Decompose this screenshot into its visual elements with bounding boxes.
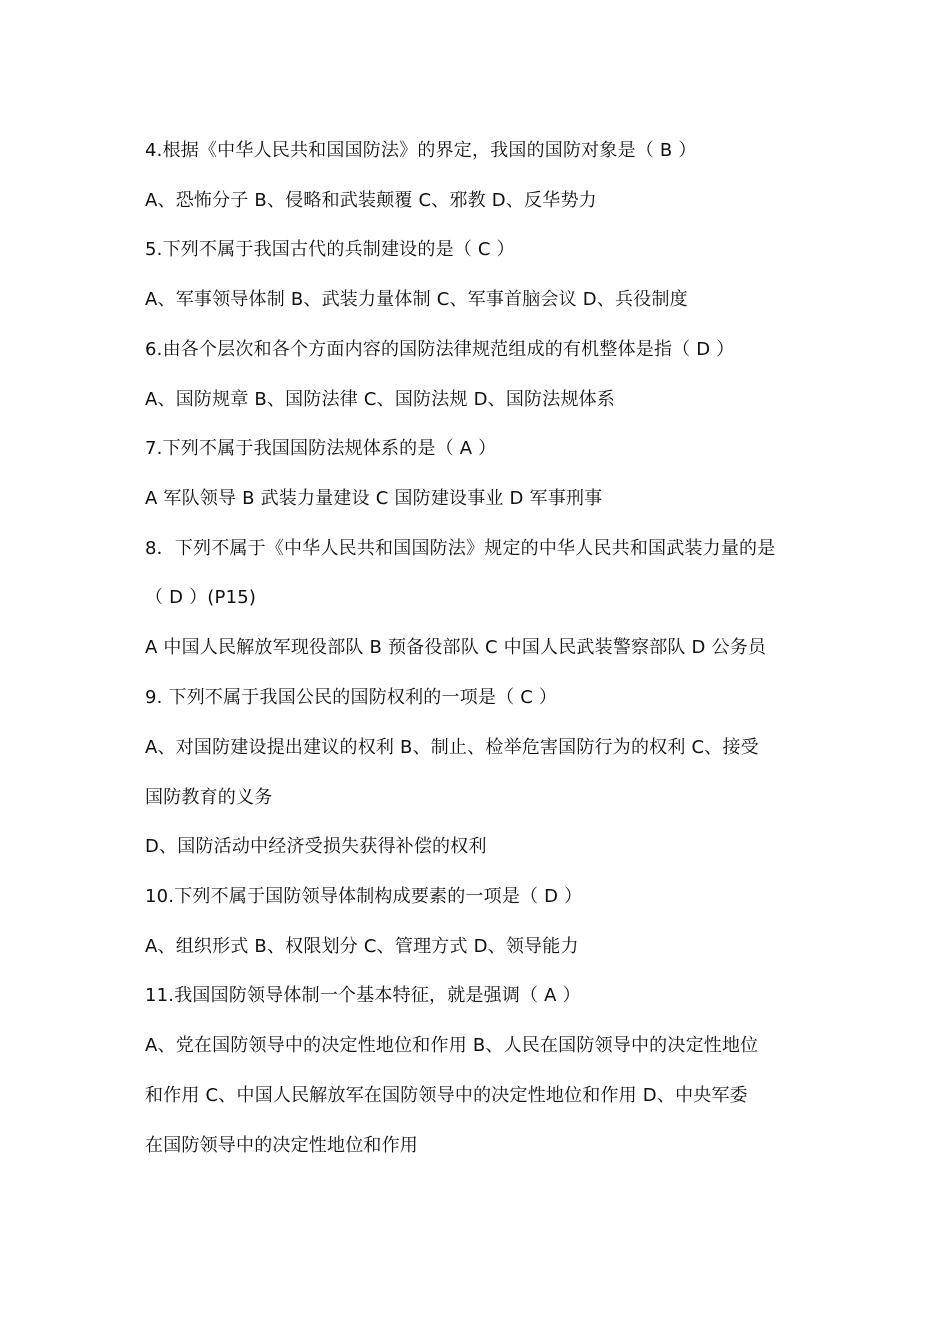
question-6-options: A、国防规章 B、国防法律 C、国防法规 D、国防法规体系 (145, 389, 616, 410)
question-6: 6.由各个层次和各个方面内容的国防法律规范组成的有机整体是指（ D ） (145, 339, 735, 360)
question-5: 5.下列不属于我国古代的兵制建设的是（ C ） (145, 239, 515, 260)
question-9-option-d: D、国防活动中经济受损失获得补偿的权利 (145, 836, 487, 857)
question-11: 11.我国国防领导体制一个基本特征，就是强调（ A ） (145, 985, 581, 1006)
question-9-options-continued: 国防教育的义务 (145, 787, 273, 808)
question-8-continued: （ D ）(P15) (145, 587, 257, 608)
question-5-options: A、军事领导体制 B、武装力量体制 C、军事首脑会议 D、兵役制度 (145, 289, 688, 310)
question-4-options: A、恐怖分子 B、侵略和武装颠覆 C、邪教 D、反华势力 (145, 190, 597, 211)
question-8-options: A 中国人民解放军现役部队 B 预备役部队 C 中国人民武装警察部队 D 公务员 (145, 637, 767, 658)
question-11-options: A、党在国防领导中的决定性地位和作用 B、人民在国防领导中的决定性地位 (145, 1035, 759, 1056)
question-4: 4.根据《中华人民共和国国防法》的界定，我国的国防对象是（ B ） (145, 140, 697, 161)
question-11-options-continued: 和作用 C、中国人民解放军在国防领导中的决定性地位和作用 D、中央军委 (145, 1085, 748, 1106)
question-11-options-end: 在国防领导中的决定性地位和作用 (145, 1135, 418, 1156)
question-9: 9. 下列不属于我国公民的国防权利的一项是（ C ） (145, 687, 558, 708)
question-7-options: A 军队领导 B 武装力量建设 C 国防建设事业 D 军事刑事 (145, 488, 603, 509)
question-8: 8．下列不属于《中华人民共和国国防法》规定的中华人民共和国武装力量的是 (145, 538, 776, 559)
question-7: 7.下列不属于我国国防法规体系的是（ A ） (145, 438, 497, 459)
question-10-options: A、组织形式 B、权限划分 C、管理方式 D、领导能力 (145, 936, 579, 957)
question-10: 10.下列不属于国防领导体制构成要素的一项是（ D ） (145, 886, 583, 907)
question-9-options: A、对国防建设提出建议的权利 B、制止、检举危害国防行为的权利 C、接受 (145, 737, 759, 758)
